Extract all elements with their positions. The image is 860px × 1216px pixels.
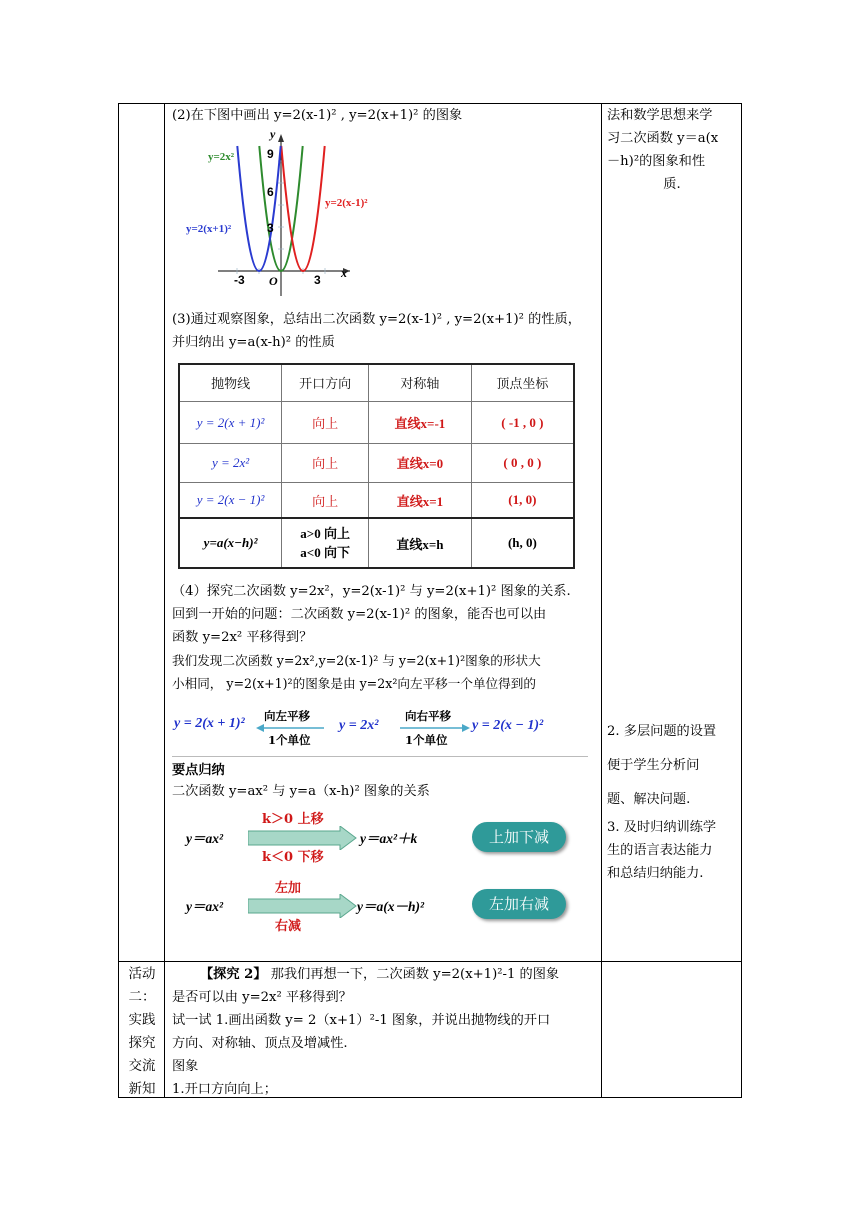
row4-open-positive: a>0 向上 xyxy=(300,526,350,542)
shift-right-bottom: 1个单位 xyxy=(405,733,448,747)
header-curve: 抛物线 xyxy=(179,364,282,401)
origin-label: O xyxy=(269,274,278,288)
shift-left-expr: y = 2(x + 1)² xyxy=(174,716,245,731)
activity2-line6: 1.开口方向向上； xyxy=(172,1082,277,1097)
header-vertex: 顶点坐标 xyxy=(471,364,574,401)
activity2-line4: 方向、对称轴、顶点及增减性. xyxy=(172,1036,348,1051)
explore2-tag: 【探究 2】 xyxy=(200,967,267,982)
d2-top: 左加 xyxy=(275,881,302,896)
activity2-line5: 图象 xyxy=(172,1059,199,1074)
row1-curve: y = 2(x + 1)² xyxy=(179,401,282,443)
row2-axis: 直线x=0 xyxy=(369,444,472,482)
table-row-divider xyxy=(118,961,742,962)
row4-curve: y=a(x−h)² xyxy=(179,518,282,568)
d1-top: k＞0 上移 xyxy=(262,812,324,827)
shift-right-expr: y = 2(x − 1)² xyxy=(472,718,544,733)
part3-line2: 并归纳出 y=a(x-h)² 的性质 xyxy=(172,335,335,350)
property-table xyxy=(178,363,575,569)
curve-2x+1-2 xyxy=(237,146,280,271)
d2-badge: 左加右减 xyxy=(472,889,566,919)
activity2-label-1: 活动 xyxy=(128,966,156,982)
shift-mid-expr: y = 2x² xyxy=(339,718,379,733)
activity2-label-2: 二： xyxy=(128,989,156,1005)
shift-left-bottom: 1个单位 xyxy=(268,733,311,747)
explore2-text: 那我们再想一下，二次函数 y=2(x+1)²-1 的图象 xyxy=(266,967,560,982)
row2-curve: y = 2x² xyxy=(179,444,282,482)
activity2-line1 xyxy=(200,963,596,986)
d1-right: y＝ax²＋k xyxy=(360,831,418,846)
note-3b: 生的语言表达能力 xyxy=(607,843,713,858)
label-2x2: y=2x² xyxy=(208,151,235,163)
row1-axis: 直线x=-1 xyxy=(369,401,472,443)
row2-vertex: ( 0 , 0 ) xyxy=(471,444,574,482)
d1-bottom: k＜0 下移 xyxy=(262,850,324,865)
row1-vertex: ( -1 , 0 ) xyxy=(471,401,574,443)
summary-line: 二次函数 y=ax² 与 y=a（x-h)² 图象的关系 xyxy=(172,784,430,799)
summary-diagram-2 xyxy=(172,873,596,935)
tick-y-9: 9 xyxy=(267,147,274,161)
d2-bottom: 右减 xyxy=(275,919,302,934)
part4-line5: 小相同， y=2(x+1)²的图象是由 y=2x²向左平移一个单位得到的 xyxy=(172,676,536,691)
activity2-line2: 是否可以由 y=2x² 平移得到？ xyxy=(172,990,352,1005)
shift-left-top: 向左平移 xyxy=(264,709,310,723)
part4-line1: （4）探究二次函数 y=2x²，y=2(x-1)² 与 y=2(x+1)² 图象的关系. xyxy=(172,584,571,599)
d2-arrow xyxy=(248,894,358,918)
tick-y-3: 3 xyxy=(267,221,274,235)
part4-line3: 函数 y=2x² 平移得到？ xyxy=(172,630,313,645)
summary-title: 要点归纳 xyxy=(172,762,225,777)
table-row xyxy=(179,401,574,443)
shift-right-top: 向右平移 xyxy=(405,709,451,723)
d1-badge: 上加下减 xyxy=(472,822,566,852)
note-r4: 质. xyxy=(663,177,681,192)
part4-line4: 我们发现二次函数 y=2x²,y=2(x-1)² 与 y=2(x+1)²图象的形状大 xyxy=(172,653,541,668)
row3-vertex: (1, 0) xyxy=(471,482,574,518)
header-open: 开口方向 xyxy=(282,364,369,401)
note-r3: －h)²的图象和性 xyxy=(607,154,706,169)
d1-left: y＝ax² xyxy=(186,831,224,846)
curve-2x-1-2 xyxy=(281,146,324,271)
row1-open: 向上 xyxy=(282,401,369,443)
row3-curve: y = 2(x − 1)² xyxy=(179,482,282,518)
note-2a: 2. 多层问题的设置 xyxy=(607,724,717,739)
row3-axis: 直线x=1 xyxy=(369,482,472,518)
part2-intro: (2)在下图中画出 y=2(x-1)² , y=2(x+1)² 的图象 xyxy=(172,108,463,123)
table-divider-2 xyxy=(601,103,602,1098)
parabola-graph xyxy=(178,126,398,298)
table-divider-1 xyxy=(164,103,165,1098)
note-2c: 题、解决问题. xyxy=(607,792,691,807)
row2-open: 向上 xyxy=(282,444,369,482)
note-3c: 和总结归纳能力. xyxy=(607,866,704,881)
note-r1: 法和数学思想来学 xyxy=(607,108,713,123)
tick-x-3: 3 xyxy=(314,273,321,287)
d2-right: y＝a(x－h)² xyxy=(357,899,425,914)
note-3a: 3. 及时归纳训练学 xyxy=(607,820,717,835)
activity2-label-4: 探究 xyxy=(128,1035,156,1051)
label-2x+1-2: y=2(x+1)² xyxy=(186,223,232,235)
row4-axis: 直线x=h xyxy=(369,518,472,568)
row4-open xyxy=(282,518,369,568)
header-axis: 对称轴 xyxy=(369,364,472,401)
part4-line2: 回到一开始的问题：二次函数 y=2(x-1)² 的图象，能否也可以由 xyxy=(172,607,547,622)
activity2-label-3: 实践 xyxy=(128,1012,156,1028)
note-2b: 便于学生分析问 xyxy=(607,758,700,773)
x-axis-label: x xyxy=(341,266,347,280)
activity2-line3: 试一试 1.画出函数 y= 2（x+1）²-1 图象，并说出抛物线的开口 xyxy=(172,1013,551,1028)
table-row xyxy=(179,518,574,568)
shift-diagram xyxy=(172,704,596,756)
tick-y-6: 6 xyxy=(267,185,274,199)
d2-left: y＝ax² xyxy=(186,899,224,914)
summary-diagram-1 xyxy=(172,806,596,866)
property-table-header xyxy=(179,364,574,401)
section-divider xyxy=(172,756,588,757)
activity2-label-5: 交流 xyxy=(128,1058,156,1074)
part3-line1: (3)通过观察图象，总结出二次函数 y=2(x-1)² , y=2(x+1)² 的性质， xyxy=(172,312,581,327)
activity2-label-6: 新知 xyxy=(128,1081,156,1097)
table-border-left xyxy=(118,103,119,1098)
table-row xyxy=(179,482,574,518)
row4-open-negative: a<0 向下 xyxy=(300,545,350,561)
row3-open: 向上 xyxy=(282,482,369,518)
table-row xyxy=(179,444,574,482)
row4-vertex: (h, 0) xyxy=(471,518,574,568)
tick-x-neg3: -3 xyxy=(234,273,245,287)
table-border-right xyxy=(741,103,742,1098)
label-2x-1-2: y=2(x-1)² xyxy=(325,197,368,209)
y-axis-label: y xyxy=(270,127,276,141)
note-r2: 习二次函数 y＝a(x xyxy=(607,131,719,146)
